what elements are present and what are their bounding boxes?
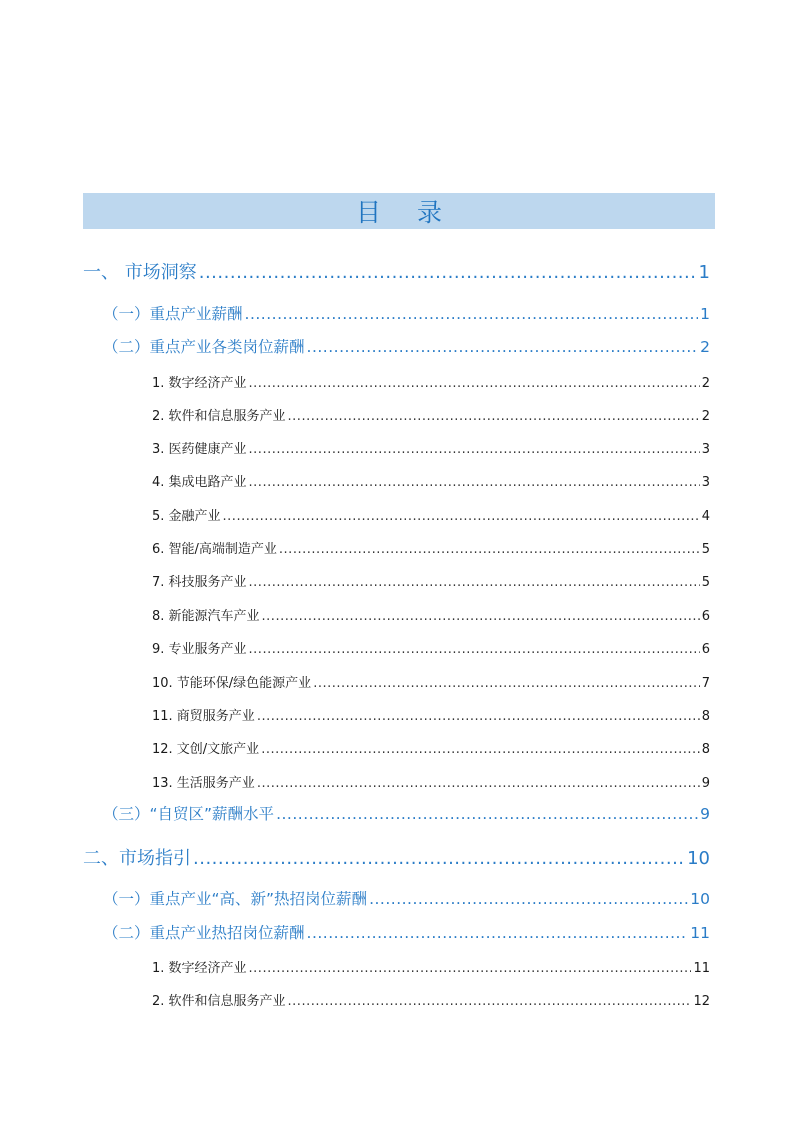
toc-entry[interactable] bbox=[152, 772, 710, 791]
toc-entry-label: 5. 金融产业 bbox=[152, 509, 221, 524]
toc-entry[interactable] bbox=[152, 738, 710, 757]
dot-leader bbox=[288, 409, 700, 424]
toc-entry-page: 1 bbox=[700, 305, 710, 323]
toc-entry-page: 5 bbox=[701, 575, 710, 590]
dot-leader bbox=[279, 542, 700, 557]
dot-leader bbox=[307, 924, 689, 942]
toc-entry[interactable] bbox=[152, 505, 710, 524]
dot-leader bbox=[261, 742, 700, 757]
toc-entry-label: 一、 市场洞察 bbox=[83, 262, 197, 283]
toc-entry[interactable] bbox=[152, 471, 710, 490]
toc-entry-label: 9. 专业服务产业 bbox=[152, 642, 247, 657]
dot-leader bbox=[257, 709, 700, 724]
toc-entry-page: 7 bbox=[701, 676, 710, 691]
toc-entry[interactable] bbox=[152, 438, 710, 457]
toc-title: 目 录 bbox=[356, 198, 456, 227]
toc-entry-page: 3 bbox=[701, 475, 710, 490]
toc-entry-page: 11 bbox=[693, 961, 710, 976]
dot-leader bbox=[249, 442, 700, 457]
toc-entry[interactable] bbox=[83, 258, 710, 284]
toc-entry-page: 5 bbox=[701, 542, 710, 557]
dot-leader bbox=[249, 642, 700, 657]
toc-entry-label: 二、市场指引 bbox=[83, 848, 191, 869]
toc-entry[interactable] bbox=[83, 844, 710, 870]
toc-entry-page: 2 bbox=[701, 376, 710, 391]
toc-entry-label: 11. 商贸服务产业 bbox=[152, 709, 255, 724]
toc-entry-label: （二）重点产业各类岗位薪酬 bbox=[103, 338, 305, 356]
dot-leader bbox=[262, 609, 700, 624]
toc-entry-label: 6. 智能/高端制造产业 bbox=[152, 542, 277, 557]
dot-leader bbox=[276, 805, 698, 823]
toc-entry-label: 3. 医药健康产业 bbox=[152, 442, 247, 457]
toc-entry-label: （三）“自贸区”薪酬水平 bbox=[103, 805, 275, 823]
toc-entry[interactable] bbox=[152, 705, 710, 724]
toc-entry-page: 1 bbox=[698, 262, 710, 283]
toc-entry-page: 11 bbox=[690, 924, 710, 942]
toc-entry-page: 8 bbox=[701, 709, 710, 724]
toc-entry[interactable] bbox=[152, 990, 710, 1009]
toc-entry-label: 4. 集成电路产业 bbox=[152, 475, 247, 490]
dot-leader bbox=[249, 575, 700, 590]
toc-entry[interactable] bbox=[103, 302, 710, 324]
toc-entry-label: 7. 科技服务产业 bbox=[152, 575, 247, 590]
toc-entry-page: 9 bbox=[700, 805, 710, 823]
dot-leader bbox=[249, 475, 700, 490]
toc-entry-label: 8. 新能源汽车产业 bbox=[152, 609, 260, 624]
toc-entry-page: 12 bbox=[693, 994, 710, 1009]
toc-entry-page: 10 bbox=[690, 890, 710, 908]
toc-entry-label: （二）重点产业热招岗位薪酬 bbox=[103, 924, 305, 942]
toc-entry-page: 2 bbox=[701, 409, 710, 424]
toc-entry[interactable] bbox=[152, 538, 710, 557]
toc-entry-page: 6 bbox=[701, 609, 710, 624]
toc-entry-label: （一）重点产业“高、新”热招岗位薪酬 bbox=[103, 890, 368, 908]
toc-entry[interactable] bbox=[103, 335, 710, 357]
toc-entry-label: 10. 节能环保/绿色能源产业 bbox=[152, 676, 312, 691]
toc-entry[interactable] bbox=[103, 887, 710, 909]
toc-entry-page: 9 bbox=[701, 776, 710, 791]
toc-entry-label: 12. 文创/文旅产业 bbox=[152, 742, 260, 757]
toc-entry[interactable] bbox=[152, 571, 710, 590]
dot-leader bbox=[199, 262, 697, 283]
toc-entry-label: 13. 生活服务产业 bbox=[152, 776, 255, 791]
toc-entry-label: 1. 数字经济产业 bbox=[152, 376, 247, 391]
toc-entry-page: 2 bbox=[700, 338, 710, 356]
toc-entry-label: （一）重点产业薪酬 bbox=[103, 305, 243, 323]
toc-entry-page: 3 bbox=[701, 442, 710, 457]
toc-entry[interactable] bbox=[152, 405, 710, 424]
dot-leader bbox=[257, 776, 700, 791]
toc-entry[interactable] bbox=[103, 802, 710, 824]
dot-leader bbox=[307, 338, 699, 356]
dot-leader bbox=[313, 676, 700, 691]
dot-leader bbox=[245, 305, 699, 323]
toc-entry-page: 4 bbox=[701, 509, 710, 524]
toc-entry-label: 2. 软件和信息服务产业 bbox=[152, 994, 286, 1009]
toc-entry[interactable] bbox=[152, 638, 710, 657]
toc-title-bar bbox=[83, 193, 715, 229]
toc-entry-page: 6 bbox=[701, 642, 710, 657]
toc-entry-label: 2. 软件和信息服务产业 bbox=[152, 409, 286, 424]
dot-leader bbox=[249, 961, 692, 976]
dot-leader bbox=[288, 994, 692, 1009]
toc-entry[interactable] bbox=[152, 605, 710, 624]
dot-leader bbox=[223, 509, 700, 524]
toc-entry-page: 10 bbox=[687, 848, 710, 869]
toc-entry[interactable] bbox=[152, 372, 710, 391]
dot-leader bbox=[193, 848, 685, 869]
dot-leader bbox=[249, 376, 700, 391]
toc-entry[interactable] bbox=[152, 672, 710, 691]
toc-entry-label: 1. 数字经济产业 bbox=[152, 961, 247, 976]
toc-entry-page: 8 bbox=[701, 742, 710, 757]
dot-leader bbox=[369, 890, 688, 908]
toc-entry[interactable] bbox=[103, 921, 710, 943]
toc-entry[interactable] bbox=[152, 957, 710, 976]
